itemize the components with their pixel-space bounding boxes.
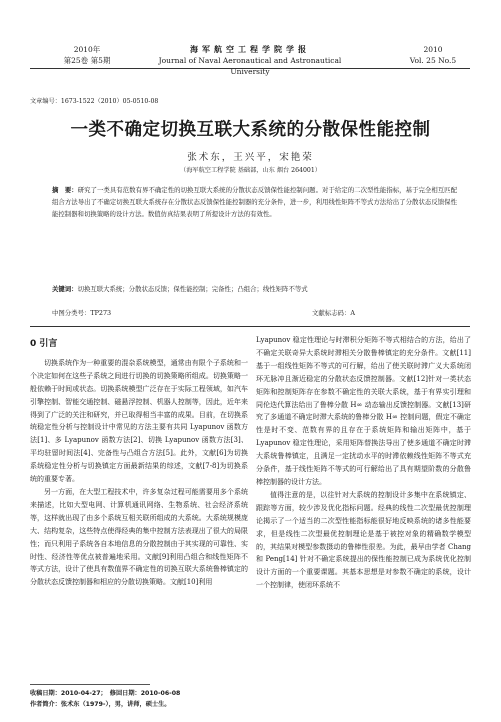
- header-year-right: 2010: [423, 45, 443, 54]
- section-heading-intro: 0 引言: [30, 339, 58, 349]
- paper-authors: 张术东，王兴平，宋艳荣: [187, 152, 314, 163]
- header-left: [52, 44, 122, 66]
- abstract-label: 摘 要：: [52, 186, 78, 194]
- journal-name-en: Journal of Naval Aeronautical and Astronautical University: [158, 56, 342, 76]
- abstract: [52, 184, 457, 220]
- abstract-text: 研究了一类具有范数有界不确定性的切换互联大系统的分散状态反馈保性能控制问题。对于给定的二次型性能指标，基于完全相互匹配组合方法导出了不确定切换互联大系统存在分散状态反馈保性能控制器的充分条件，进一步，利用线性矩阵不等式方法给出了分散状态反馈保性能控制器和切换策略的设计方法。数值仿真结果表明了所提设计方法的有效性。: [52, 186, 457, 219]
- keywords-label: 关键词：: [52, 285, 78, 293]
- received-dates: 收稿日期：2010-04-27； 修回日期：2010-06-08: [30, 690, 181, 697]
- doc-code: 文献标志码：A: [312, 309, 355, 317]
- footnote-author-bio: [30, 699, 180, 710]
- clc-number: 中图分类号：TP273: [52, 309, 112, 317]
- right-paragraph-0: Lyapunov 稳定性理论与时滞积分矩阵不等式相结合的方法，给出了不确定关联奇异大系统时滞相关分散鲁棒镇定的充分条件。文献[11]基于一组线性矩阵不等式的可行解，给出了使关联时滞广义大系统闭环无脉冲且渐近稳定的分散状态反馈控制器。文献[12]针对一类状态矩阵和控制矩阵存在参数不确定性的关联大系统，基于有界实引理和同伦迭代算法给出了鲁棒分散 H∞ 动态输出反馈控制器。文献[13]研究了多通道不确定时滞大系统的鲁棒分散 H∞ 控制问题，假定不确定性是时不变、范数有界的且存在于系统矩阵和输出矩阵中，基于 Lyapunov 稳定性理论，采用矩阵替换法导出了使多通道不确定时滞大系统鲁棒镇定，且满足一定扰动水平的时滞依赖线性矩阵不等式充分条件，基于线性矩阵不等式的可行解给出了具有期望阶数的分散鲁棒控制器的设计方法。: [256, 336, 471, 486]
- header-year-left: 2010年: [73, 45, 101, 54]
- abstract-rule: [30, 326, 470, 327]
- header-rule: [30, 68, 470, 69]
- paper-title: 一类不确定切换互联大系统的分散保性能控制: [70, 120, 431, 140]
- intro-paragraph-2: 另一方面，在大型工程技术中，许多复杂过程可能需要用多个系统来描述，比如大型电网、计算机通讯网络、生物系统、社会经济系统等，这样就出现了由多个系统互相关联所组成的大系统。大系统规模庞大、结构复杂，这些特点使得经典的集中控制方法表现出了很大的局限性；而只利用子系统各自本地信息的分散控制由于其实现的可靠性、实时性、经济性等优点被普遍地采用。文献[9]利用凸组合和线性矩阵不等式方法，设计了使具有数值界不确定性的切换互联大系统鲁棒镇定的分散状态反馈控制器和相应的分散切换策略。文献[10]利用: [30, 487, 248, 587]
- header-center: [150, 44, 350, 77]
- journal-name-cn: 海军航空工程学院学报: [190, 44, 310, 54]
- left-column: [30, 338, 248, 589]
- footnote: [30, 688, 180, 710]
- journal-header: [0, 0, 501, 76]
- right-column: [256, 334, 471, 592]
- header-issue-left: 第25卷 第5期: [63, 56, 111, 65]
- footnote-rule: [30, 684, 150, 685]
- keywords: [52, 283, 457, 295]
- keywords-text: 切换互联大系统；分散状态反馈；保性能控制；完备性；凸组合；线性矩阵不等式: [77, 285, 308, 293]
- article-number: 文章编号：1673-1522（2010）05-0510-08: [30, 98, 159, 105]
- header-right: [398, 44, 468, 66]
- author-bio: 作者简介：张术东（1979-），男，讲师，硕士生。: [30, 701, 171, 708]
- header-vol-right: Vol. 25 No.5: [409, 56, 457, 65]
- paper-affiliation: （海军航空工程学院 基础部，山东 烟台 264001）: [180, 167, 321, 174]
- right-paragraph-1: 值得注意的是，以往针对大系统的控制设计多集中在系统镇定、跟踪等方面，较少涉及优化指标问题。经典的线性二次型最优控制理论揭示了一个适当的二次型性能指标能很好地反映系统的诸多性能要求，但是线性二次型最优控制理论是基于被控对象的精确数学模型的，其结果对模型参数摄动的鲁棒性很差。为此，最早由学者 Chang 和 Peng[14] 针对不确定系统提出的保性能控制已成为系统优化控制设计方面的一个重要课题。其基本思想是对参数不确定的系统，设计一个控制律，使闭环系统不: [256, 490, 471, 590]
- footnote-received: [30, 688, 180, 699]
- intro-paragraph-1: 切换系统作为一种重要的混杂系统模型，通常由有限个子系统和一个决定如何在这些子系统之间进行切换的切换策略所组成。切换策略一般依赖于时间或状态。切换系统模型广泛存在于实际工程领域，如汽车引擎控制、智能交通控制、磁悬浮控制、机器人控制等，因此，近年来得到了广泛的关注和研究，并已取得相当丰富的成果。目前，在切换系统稳定性分析与控制设计中常见的方法主要有共同 Lyapunov 函数方法[1]、多 Lyapunov 函数方法[2]、切换 Lyapunov 函数方法[3]、平均驻留时间法[4]、完备性与凸组合方法[5]。此外，文献[6]为切换系统稳定性分析与切换镇定方面最新结果的综述，文献[7-8]为切换系统的重要专著。: [30, 358, 248, 484]
